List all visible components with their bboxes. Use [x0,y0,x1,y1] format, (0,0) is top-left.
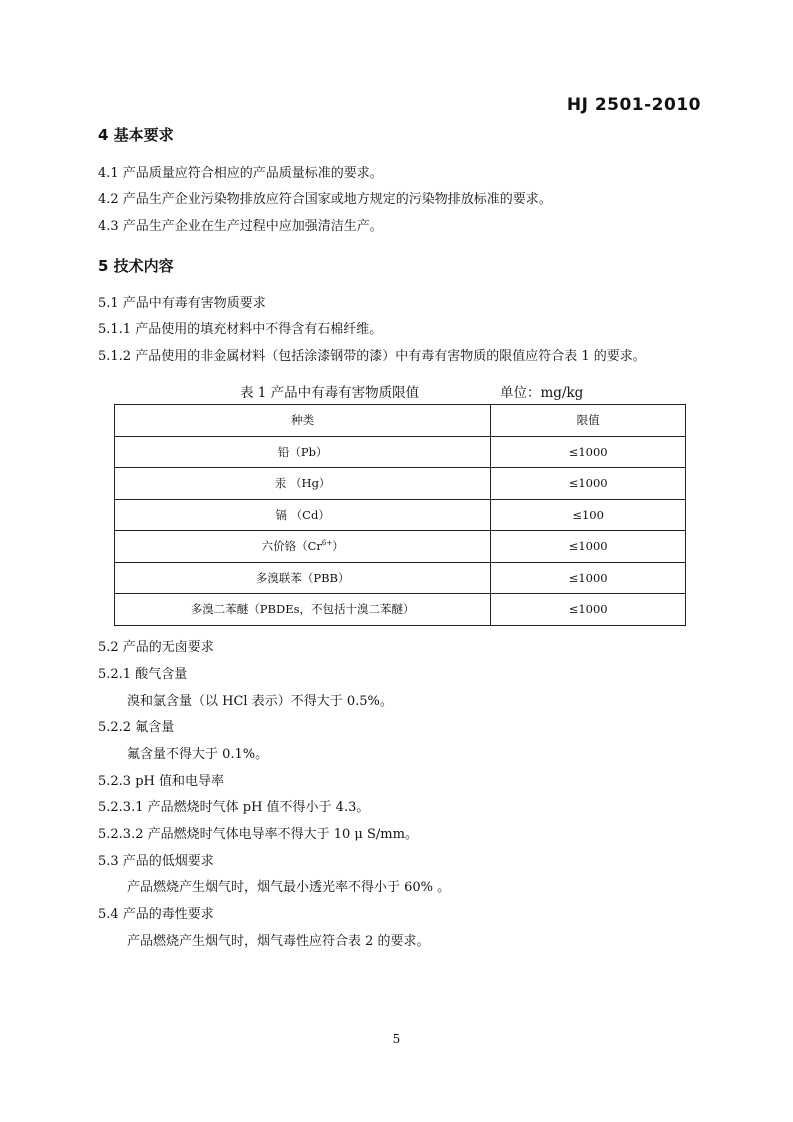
row-kind-prefix: 六价铬（Cr [261,539,322,554]
paragraph-5-3: 5.3 产品的低烟要求 [98,854,214,869]
paragraph-4-2: 4.2 产品生产企业污染物排放应符合国家或地方规定的污染物排放标准的要求。 [98,192,552,207]
paragraph-5-2-3-2: 5.2.3.2 产品燃烧时气体电导率不得大于 10 μ S/mm。 [98,827,418,842]
paragraph-5-4: 5.4 产品的毒性要求 [98,907,214,922]
table-row [115,468,686,500]
table-1-unit: 单位：mg/kg [500,385,584,401]
table-header-row [115,405,686,437]
page-number: 5 [392,1032,401,1046]
paragraph-5-2-2-text: 氟含量不得大于 0.1%。 [127,747,269,762]
table-row [115,531,686,563]
paragraph-5-2: 5.2 产品的无卤要求 [98,640,214,655]
row-kind [115,531,491,563]
table-row [115,499,686,531]
row-kind: 汞 （Hg） [115,468,491,500]
table-row [115,436,686,468]
paragraph-5-3-text: 产品燃烧产生烟气时，烟气最小透光率不得小于 60% 。 [127,880,451,895]
table-row [115,594,686,626]
paragraph-5-4-text: 产品燃烧产生烟气时，烟气毒性应符合表 2 的要求。 [127,934,430,949]
header-kind: 种类 [115,405,491,437]
row-limit: ≤100 [491,499,686,531]
standard-code: HJ 2501-2010 [566,95,701,115]
row-limit: ≤1000 [491,531,686,563]
row-kind-suffix: ） [332,539,344,554]
paragraph-5-2-1: 5.2.1 酸气含量 [98,667,188,682]
row-kind: 铅（Pb） [115,436,491,468]
row-limit: ≤1000 [491,468,686,500]
table-1-caption: 表 1 产品中有毒有害物质限值 [240,385,420,401]
row-kind: 多溴二苯醚（PBDEs，不包括十溴二苯醚） [115,594,491,626]
table-row [115,562,686,594]
section-5-heading: 5 技术内容 [98,257,174,275]
row-limit: ≤1000 [491,436,686,468]
paragraph-5-2-2: 5.2.2 氟含量 [98,720,175,735]
row-kind: 多溴联苯（PBB） [115,562,491,594]
paragraph-4-3: 4.3 产品生产企业在生产过程中应加强清洁生产。 [98,219,383,234]
header-limit: 限值 [491,405,686,437]
paragraph-5-2-3-1: 5.2.3.1 产品燃烧时气体 pH 值不得小于 4.3。 [98,800,370,815]
limits-table [114,404,686,626]
row-kind-superscript: 6+ [321,539,333,548]
paragraph-5-2-3: 5.2.3 pH 值和电导率 [98,774,225,789]
paragraph-5-1: 5.1 产品中有毒有害物质要求 [98,296,266,311]
row-limit: ≤1000 [491,562,686,594]
paragraph-4-1: 4.1 产品质量应符合相应的产品质量标准的要求。 [98,166,383,181]
paragraph-5-1-2: 5.1.2 产品使用的非金属材料（包括涂漆钢带的漆）中有毒有害物质的限值应符合表 1 的要求。 [98,349,646,364]
row-kind: 镉 （Cd） [115,499,491,531]
section-4-heading: 4 基本要求 [98,126,174,144]
paragraph-5-1-1: 5.1.1 产品使用的填充材料中不得含有石棉纤维。 [98,322,383,337]
row-limit: ≤1000 [491,594,686,626]
paragraph-5-2-1-text: 溴和氯含量（以 HCl 表示）不得大于 0.5%。 [127,694,393,709]
